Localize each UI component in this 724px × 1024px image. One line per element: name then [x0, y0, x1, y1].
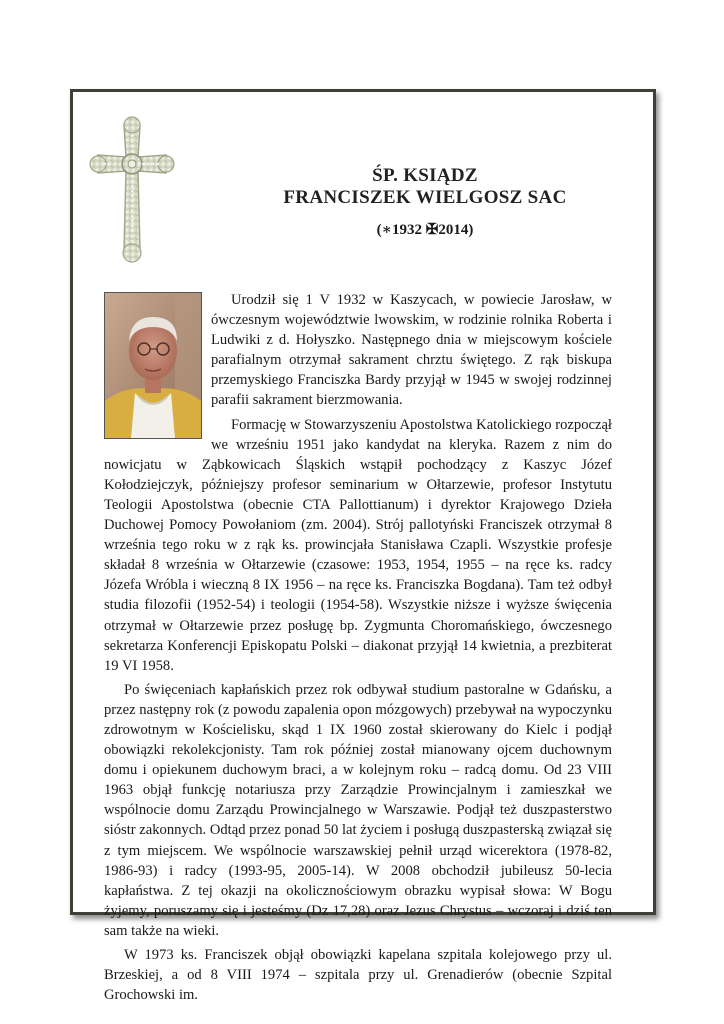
paragraph-4: W 1973 ks. Franciszek objął obowiązki kapelana szpitala kolejowego przy ul. Brzeskiej, a od 8 VIII 1974 – szpitala przy ul. Grenadierów (obecnie Szpital Grochowski im.: [104, 947, 612, 1004]
photo-spacer: [104, 290, 204, 450]
ornate-cross-icon: [88, 113, 176, 265]
paragraph-3: Po święceniach kapłańskich przez rok odbywał studium pastoralne w Gdańsku, a przez następny rok (z powodu zapalenia opon mózgowych) przebywał na wypoczynku zdrowotnym w Kościelisku, skąd 1 IX 1960 został skierowany do Kielc i podjął obowiązki rekolekcjonisty. Tam rok później został mianowany ojcem duchownym domu i opiekunem duchowym braci, a w kolejnym roku – radcą domu. Od 23 VIII 1963 objął funkcję notariusza przy Zarządzie Prowincjalnym i zamieszkał we wspólnocie domu Zarządu Prowincjalnego w Warszawie. Podjął też duszpasterstwo sióstr zakonnych. Odtąd przez ponad 50 lat życiem i posługą duszpasterską związał się z tym miejscem. We wspólnocie warszawskiej pełnił urząd wicerektora (1978-82, 1986-93) i radcy (1993-95, 2005-14). W 2008 obchodził jubileusz 50-lecia kapłaństwa. Z tej okazji na okolicznościowym obrazku wypisał słowa: W Bogu żyjemy, poruszamy się i jesteśmy (Dz 17,28) oraz Jezus Chrystus – wczoraj i dziś ten sam także na wieki.: [104, 681, 612, 939]
paragraph-1: Urodził się 1 V 1932 w Kaszycach, w powiecie Jarosław, w ówczesnym województwie lwowskim, w rodzinie rolnika Roberta i Ludwiki z d. Hołyszko. Następnego dnia w miejscowym kościele parafialnym otrzymał sakrament chrztu świętego. Z rąk biskupa przemyskiego Franciszka Bardy przyjął w 1945 w swojej rodzinnej parafii sakrament bierzmowania.: [211, 292, 612, 409]
paragraph-2: Formację w Stowarzyszeniu Apostolstwa Katolickiego rozpoczął we wrześniu 1951 jako kandydat na kleryka. Razem z nim do nowicjatu w Ząbkowicach Śląskich wstąpił pochodzący z Kaszyc Józef Kołodziejczyk, późniejszy profesor seminarium w Ołtarzewie, profesor Instytutu Teologii Apostolstwa (obecnie CTA Pallottianum) i dyrektor Krajowego Dzieła Duchowej Pomocy Powołaniom (zm. 2004). Strój pallotyński Franciszek otrzymał 8 września tego roku w z rąk ks. prowincjała Stanisława Czapli. Wszystkie profesje składał 8 września w Ołtarzewie (czasowe: 1953, 1954, 1955 – na ręce ks. radcy Józefa Wróbla i wieczną 8 IX 1956 – na ręce ks. Franciszka Bogdana). Tam też odbył studia filozofii (1952-54) i teologii (1954-58). Wszystkie niższe i wyższe święcenia otrzymał w Ołtarzewie przez posługę bp. Zygmunta Choromańskiego, ówczesnego sekretarza Konferencji Episkopatu Polski – diakonat przyjął 14 kwietnia, a prezbiterat 19 VI 1958.: [104, 416, 612, 674]
biography-text: [104, 290, 612, 1005]
title-line-2: FRANCISZEK WIELGOSZ SAC: [283, 187, 567, 208]
title-line-1: ŚP. KSIĄDZ: [372, 165, 478, 186]
life-dates: (∗1932 ✠2014): [376, 222, 474, 238]
